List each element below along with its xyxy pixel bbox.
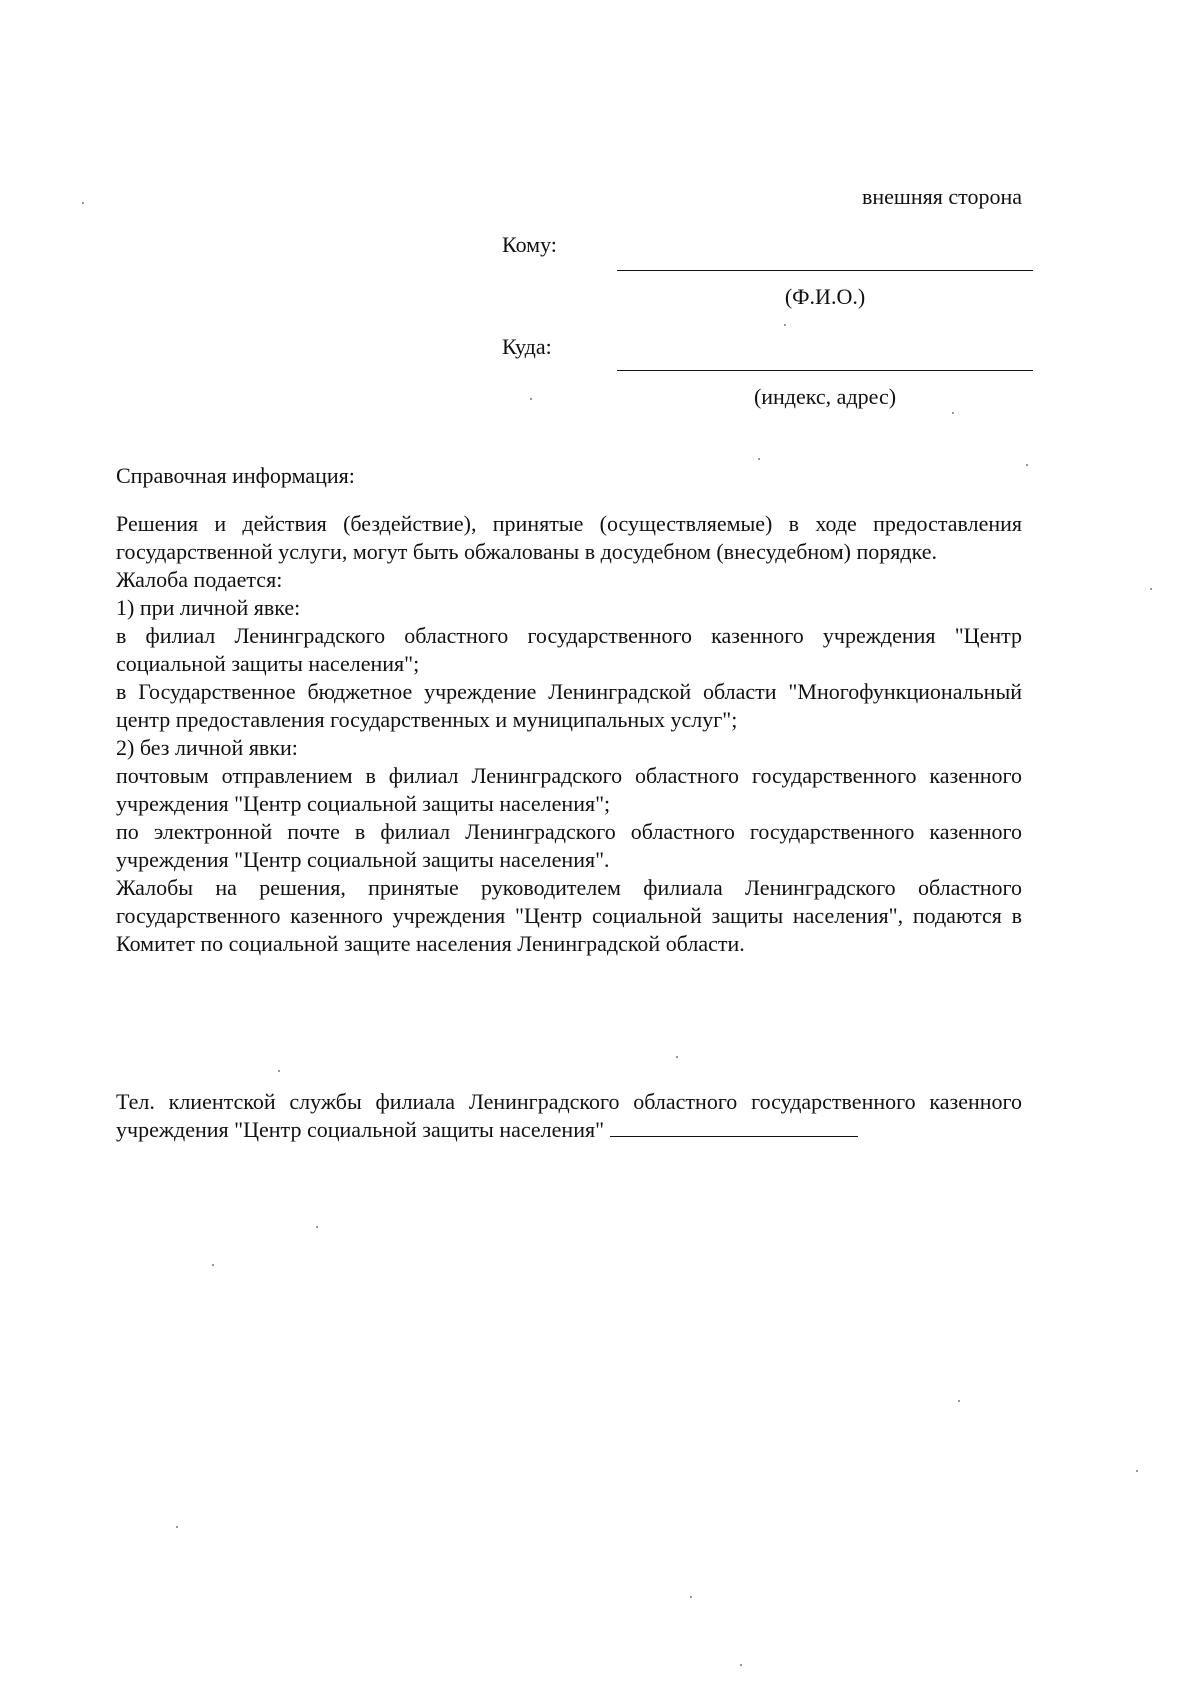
scan-speck <box>952 412 954 414</box>
info-paragraph-remote: 2) без личной явки: <box>116 735 298 760</box>
phone-block <box>116 1088 1022 1144</box>
scan-speck <box>1150 588 1152 590</box>
scan-speck <box>758 458 760 460</box>
info-paragraph-branch: в филиал Ленинградского областного государственного казенного учреждения "Центр социальной защиты населения"; <box>116 623 1022 676</box>
to-caption: (Ф.И.О.) <box>784 284 866 309</box>
envelope-side-label: внешняя сторона <box>861 184 1022 209</box>
scan-speck <box>690 1596 692 1598</box>
phone-text: Тел. клиентской службы филиала Ленинградского областного государственного казенного учреждения "Центр социальной защиты населения" <box>116 1089 1022 1142</box>
scan-speck <box>958 1400 960 1402</box>
scan-speck <box>530 398 532 400</box>
scan-speck <box>676 1056 678 1058</box>
where-blank-line <box>617 370 1033 371</box>
info-paragraph-mail: почтовым отправлением в филиал Ленинградского областного государственного казенного учреждения "Центр социальной защиты населения"; <box>116 763 1022 816</box>
scan-speck <box>740 1664 742 1666</box>
to-blank-line <box>617 270 1033 271</box>
info-heading: Справочная информация: <box>116 463 355 488</box>
scan-speck <box>176 1526 178 1528</box>
info-paragraph-submitted: Жалоба подается: <box>116 567 283 592</box>
phone-blank-line <box>610 1118 858 1137</box>
where-label: Куда: <box>502 334 552 359</box>
info-paragraph-committee: Жалобы на решения, принятые руководителем филиала Ленинградского областного государственного казенного учреждения "Центр социальной защиты населения", подаются в Комитет по социальной защите населения Ленинградской области. <box>116 875 1022 956</box>
info-paragraph-appeal: Решения и действия (бездействие), принятые (осуществляемые) в ходе предоставления государственной услуги, могут быть обжалованы в досудебном (внесудебном) порядке. <box>116 511 1022 564</box>
scan-speck <box>278 1070 280 1072</box>
scan-speck <box>1136 1470 1138 1472</box>
info-body <box>116 510 1022 958</box>
scan-speck <box>316 1226 318 1228</box>
to-label: Кому: <box>502 232 557 257</box>
scan-speck <box>82 202 84 204</box>
scan-speck <box>212 1264 214 1266</box>
info-paragraph-email: по электронной почте в филиал Ленинградского областного государственного казенного учреждения "Центр социальной защиты населения". <box>116 819 1022 872</box>
info-paragraph-in-person: 1) при личной явке: <box>116 595 301 620</box>
scan-speck <box>784 324 786 326</box>
phone-paragraph <box>116 1088 1022 1144</box>
scan-speck <box>1026 464 1028 466</box>
where-caption: (индекс, адрес) <box>753 384 897 409</box>
info-paragraph-mfc: в Государственное бюджетное учреждение Ленинградской области "Многофункциональный центр предоставления государственных и муниципальных услуг"; <box>116 679 1022 732</box>
